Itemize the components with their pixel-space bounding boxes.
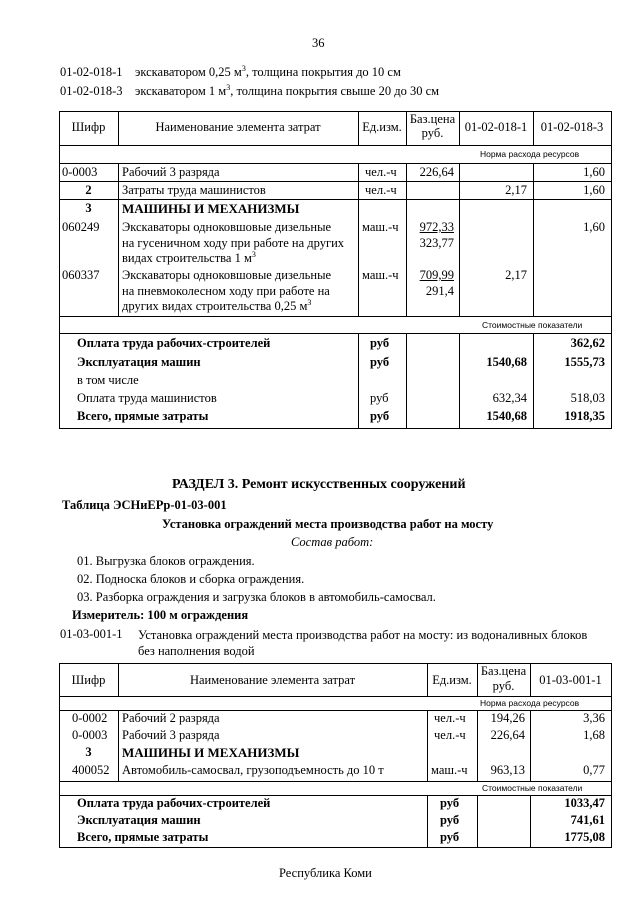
subtitle: Установка ограждений места производства работ на мосту <box>162 517 494 531</box>
header-line-2: 01-02-018-3 экскаватором 1 $м^3$, толщина покрытия свыше 20 до 30 см <box>60 82 440 98</box>
t1-c5-v1: 1540,68 <box>486 409 527 423</box>
t2-r2-v1: 1,68 <box>583 728 605 742</box>
t2-r4-v1: 0,77 <box>583 763 605 777</box>
work-item-2: 02. Поднoска блоков и сборка ограждения. <box>77 572 305 586</box>
t1-c4-v2: 518,03 <box>570 391 605 405</box>
t1-r5-code: 060337 <box>62 268 100 282</box>
t2-r4-name: Автомобиль-самосвал, грузоподъемность до 10 т <box>122 763 384 777</box>
t1-r1-name: Рабочий 3 разряда <box>122 165 220 179</box>
t2-c2-name: Эксплуатация машин <box>77 813 201 827</box>
t1-c1-unit: руб <box>370 336 390 350</box>
t1-r2-v1: 2,17 <box>505 183 527 197</box>
t2-header-col1: 01-03-001-1 <box>539 673 602 687</box>
t2-c2-v1: 741,61 <box>570 813 605 827</box>
header-line-1: 01-02-018-1 экскаватором 0,25 $м^3$, толщина покрытия до 10 см <box>60 63 401 79</box>
t1-norma-label: Норма расхода ресурсов <box>480 149 580 159</box>
measure: Измеритель: 100 м ограждения <box>72 608 249 622</box>
t1-header-col1: 01-02-018-1 <box>464 120 528 134</box>
t2-r1-unit: чел.-ч <box>434 711 466 725</box>
t1-c1-v2: 362,62 <box>570 336 605 350</box>
t2-r2-code: 0-0003 <box>72 728 108 742</box>
t2-r4-code: 400052 <box>72 763 110 777</box>
t1-c4-name: Оплата труда машинистов <box>77 391 217 405</box>
t2-r2-price: 226,64 <box>490 728 525 742</box>
t1-header-col2: 01-02-018-3 <box>540 120 604 134</box>
work-item-3: 03. Разборка ограждения и загрузка блоков в автомобиль-самосвал. <box>77 590 436 604</box>
t1-r1-price: 226,64 <box>419 165 454 179</box>
t2-norma-label: Норма расхода ресурсов <box>480 698 580 708</box>
t1-r3-code: 3 <box>85 201 92 215</box>
t2-c1-v1: 1033,47 <box>564 796 605 810</box>
item-description: Установка ограждений места производства работ на мосту: из водоналивных блоков без наполнения водой <box>138 628 588 658</box>
t2-r1-name: Рабочий 2 разряда <box>122 711 220 725</box>
t1-c5-v2: 1918,35 <box>564 409 605 423</box>
t1-c5-unit: руб <box>370 409 390 423</box>
t1-r2-name: Затраты труда машинистов <box>122 183 266 197</box>
t1-r1-code: 0-0003 <box>62 165 98 179</box>
t2-r1-price: 194,26 <box>490 711 525 725</box>
t2-c3-name: Всего, прямые затраты <box>77 830 209 844</box>
t1-c2-v1: 1540,68 <box>486 355 527 369</box>
t2-r1-v1: 3,36 <box>583 711 605 725</box>
t1-r4-unit: маш.-ч <box>362 220 399 234</box>
t1-r5-price: 709,99 291,4 <box>419 268 454 298</box>
t1-c2-unit: руб <box>370 355 390 369</box>
t2-c3-unit: руб <box>440 830 460 844</box>
t1-r5-name: Экскаваторы одноковшовые дизельные на пневмоколесном ходу при работе на других видах строительства 0,25 $м^3$ <box>122 268 332 313</box>
t2-r2-unit: чел.-ч <box>434 728 466 742</box>
t1-header-name: Наименование элемента затрат <box>155 120 321 134</box>
t2-r3-name: МАШИНЫ И МЕХАНИЗМЫ <box>122 745 300 760</box>
page-number: 36 <box>312 36 325 50</box>
item-code: 01-03-001-1 <box>60 627 123 641</box>
t2-c2-unit: руб <box>440 813 460 827</box>
t2-header-code: Шифр <box>71 673 106 687</box>
t1-r3-name: МАШИНЫ И МЕХАНИЗМЫ <box>122 201 300 216</box>
footer: Республика Коми <box>279 866 372 880</box>
t1-r4-v2: 1,60 <box>583 220 605 234</box>
t1-r4-price: 972,33 323,77 <box>419 220 454 250</box>
t1-r2-v2: 1,60 <box>583 183 605 197</box>
t2-c1-unit: руб <box>440 796 460 810</box>
t1-c2-name: Эксплуатация машин <box>77 355 201 369</box>
t1-r2-code: 2 <box>85 183 92 197</box>
work-item-1: 01. Выгрузка блоков ограждения. <box>77 554 255 568</box>
section-title: РАЗДЕЛ 3. Ремонт искусственных сооружений <box>172 477 466 492</box>
t2-c3-v1: 1775,08 <box>564 830 605 844</box>
t2-r2-name: Рабочий 3 разряда <box>122 728 220 742</box>
t1-r1-v2: 1,60 <box>583 165 605 179</box>
t1-c1-name: Оплата труда рабочих-строителей <box>77 336 271 350</box>
t2-r3-code: 3 <box>85 745 92 759</box>
t2-c1-name: Оплата труда рабочих-строителей <box>77 796 271 810</box>
t1-header-unit: Ед.изм. <box>362 120 402 134</box>
t1-c3-name: в том числе <box>77 373 139 387</box>
t1-r5-v1: 2,17 <box>505 268 527 282</box>
t2-r4-price: 963,13 <box>490 763 525 777</box>
t2-header-name: Наименование элемента затрат <box>189 673 356 687</box>
t2-r1-code: 0-0002 <box>72 711 108 725</box>
t1-c2-v2: 1555,73 <box>564 355 605 369</box>
t1-cost-label: Стоимостные показатели <box>482 320 583 330</box>
t1-c4-v1: 632,34 <box>492 391 527 405</box>
t1-r1-unit: чел.-ч <box>365 165 397 179</box>
t2-header-unit: Ед.изм. <box>432 673 472 687</box>
t1-c5-name: Всего, прямые затраты <box>77 409 209 423</box>
composition-label: Состав работ: <box>291 535 374 549</box>
table-label: Таблица ЭСНиЕРр-01-03-001 <box>62 498 227 512</box>
t1-r2-unit: чел.-ч <box>365 183 397 197</box>
t1-r5-unit: маш.-ч <box>362 268 399 282</box>
t1-c4-unit: руб <box>370 391 389 405</box>
t1-header-base: Баз.цена руб. <box>409 112 456 140</box>
t1-r4-name: Экскаваторы одноковшовые дизельные на гусеничном ходу при работе на других видах строительства 1 $м^3$ <box>122 220 345 265</box>
t1-header-code: Шифр <box>71 120 106 134</box>
t2-cost-label: Стоимостные показатели <box>482 783 583 793</box>
t2-r4-unit: маш.-ч <box>431 763 468 777</box>
t1-r4-code: 060249 <box>62 220 100 234</box>
t2-header-base: Баз.цена руб. <box>480 664 527 693</box>
